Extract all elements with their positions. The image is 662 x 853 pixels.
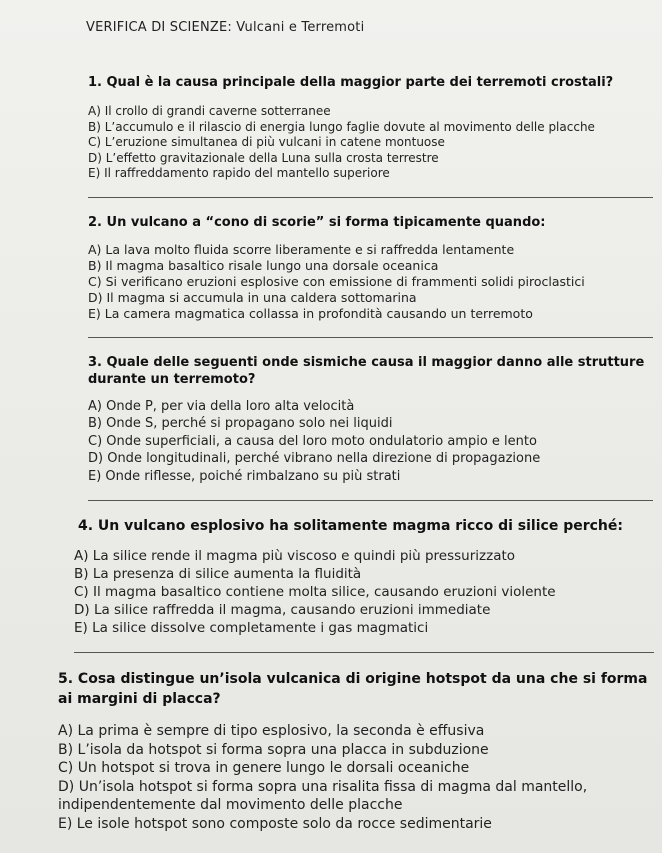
option-d: D) La silice raffredda il magma, causando eruzioni immediate	[74, 602, 491, 618]
option-b: B) L’isola da hotspot si forma sopra una placca in subduzione	[58, 741, 489, 758]
question-2-text: 2. Un vulcano a “cono di scorie” si forma tipicamente quando:	[88, 214, 546, 230]
option-e: E) Onde riflesse, poiché rimbalzano su più strati	[88, 468, 401, 484]
question-2-options	[74, 242, 644, 322]
option-a: A) Onde P, per via della loro alta velocità	[88, 398, 355, 414]
worksheet-title: VERIFICA DI SCIENZE: Vulcani e Terremoti	[86, 20, 365, 35]
option-c: C) Si verificano eruzioni esplosive con emissione di frammenti solidi piroclastici	[88, 273, 585, 289]
option-d: D) Il magma si accumula in una caldera sottomarina	[88, 289, 417, 305]
question-3-options	[74, 398, 644, 486]
question-3	[74, 354, 644, 486]
question-4	[74, 517, 644, 637]
option-a: A) La prima è sempre di tipo esplosivo, la seconda è effusiva	[58, 723, 485, 739]
option-a: A) Il crollo di grandi caverne sotterranee	[88, 104, 331, 118]
option-c: C) Il magma basaltico contiene molta silice, causando eruzioni violente	[74, 584, 556, 600]
question-1	[74, 74, 644, 182]
option-b: B) La presenza di silice aumenta la fluidità	[74, 566, 362, 582]
option-b: B) L’accumulo e il rilascio di energia lungo faglie dovute al movimento delle placche	[88, 119, 595, 134]
divider	[88, 197, 653, 198]
question-2	[74, 214, 644, 322]
option-b: B) Onde S, perché si propagano solo nei liquidi	[88, 416, 393, 431]
option-c: C) L’eruzione simultanea di più vulcani in catene montuose	[88, 135, 445, 149]
option-d: D) Onde longitudinali, perché vibrano nella direzione di propagazione	[88, 451, 541, 466]
divider	[88, 337, 653, 338]
option-e: E) La silice dissolve completamente i gas magmatici	[74, 620, 429, 636]
option-e: E) Le isole hotspot sono composte solo da rocce sedimentarie	[58, 815, 492, 832]
option-c: C) Un hotspot si trova in genere lungo le dorsali oceaniche	[58, 760, 470, 776]
option-e: E) La camera magmatica collassa in profondità causando un terremoto	[88, 305, 533, 321]
question-4-text: 4. Un vulcano esplosivo ha solitamente magma ricco di silice perché:	[78, 518, 623, 534]
option-b: B) Il magma basaltico risale lungo una dorsale oceanica	[88, 257, 439, 273]
question-5-text: 5. Cosa distingue un’isola vulcanica di origine hotspot da una che si forma ai margini di placca?	[58, 671, 648, 707]
question-4-options	[74, 547, 644, 637]
option-d: D) L’effetto gravitazionale della Luna sulla crosta terrestre	[88, 150, 439, 165]
question-5-options	[58, 722, 644, 833]
option-e: E) Il raffreddamento rapido del mantello superiore	[88, 166, 390, 180]
question-5	[58, 669, 648, 833]
question-3-text: 3. Quale delle seguenti onde sismiche causa il maggior danno alle strutture durante un terremoto?	[88, 354, 645, 387]
divider	[88, 500, 653, 501]
divider	[74, 652, 654, 653]
question-1-options	[74, 104, 644, 182]
option-a: A) La lava molto fluida scorre liberamente e si raffredda lentamente	[88, 241, 515, 257]
question-1-text: 1. Qual è la causa principale della maggior parte dei terremoti crostali?	[88, 75, 614, 90]
option-c: C) Onde superficiali, a causa del loro moto ondulatorio ampio e lento	[88, 433, 537, 449]
option-a: A) La silice rende il magma più viscoso e quindi più pressurizzato	[74, 548, 516, 564]
option-d: D) Un’isola hotspot si forma sopra una risalita fissa di magma dal mantello, indipendentemente dal movimento delle placche	[58, 778, 588, 813]
